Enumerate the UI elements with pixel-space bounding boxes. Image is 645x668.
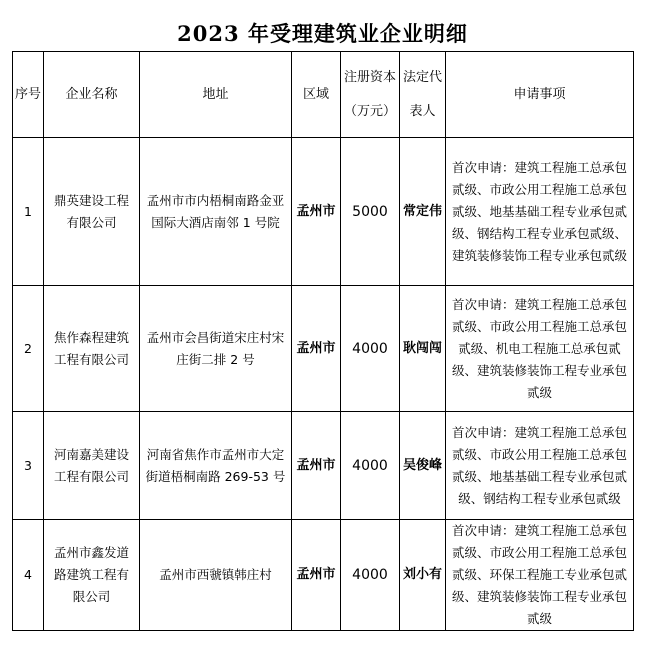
- cell-legal-rep: 刘小有: [400, 520, 446, 631]
- cell-seq: 2: [13, 286, 44, 412]
- cell-capital: 5000: [341, 138, 400, 286]
- cell-address: 孟州市市内梧桐南路金亚国际大酒店南邻 1 号院: [140, 138, 292, 286]
- table-row: [13, 138, 634, 286]
- cell-company-name: 鼎英建设工程有限公司: [44, 138, 140, 286]
- cell-capital: 4000: [341, 520, 400, 631]
- cell-seq: 1: [13, 138, 44, 286]
- header-apply: 申请事项: [446, 52, 634, 138]
- header-capital-line1: 注册资本: [343, 69, 396, 85]
- header-rep-line2: 表人: [409, 103, 436, 119]
- page-title: 2023 年受理建筑业企业明细: [177, 21, 468, 46]
- table-row: [13, 412, 634, 520]
- header-seq: 序号: [13, 52, 44, 138]
- table-header-row: [13, 52, 634, 138]
- header-region: 区域: [292, 52, 341, 138]
- cell-apply: 首次申请：建筑工程施工总承包贰级、市政公用工程施工总承包贰级、机电工程施工总承包贰级、建筑装修装饰工程专业承包贰级: [446, 286, 634, 412]
- header-address: 地址: [140, 52, 292, 138]
- header-capital: [341, 52, 400, 138]
- cell-company-name: 焦作森程建筑工程有限公司: [44, 286, 140, 412]
- cell-address: 孟州市西虢镇韩庄村: [140, 520, 292, 631]
- cell-region: 孟州市: [292, 520, 341, 631]
- enterprise-table: [12, 51, 634, 631]
- header-legal-rep: [400, 52, 446, 138]
- cell-apply: 首次申请：建筑工程施工总承包贰级、市政公用工程施工总承包贰级、地基基础工程专业承包贰级、钢结构工程专业承包贰级、建筑装修装饰工程专业承包贰级: [446, 138, 634, 286]
- cell-address: 河南省焦作市孟州市大定街道梧桐南路 269-53 号: [140, 412, 292, 520]
- table-row: [13, 286, 634, 412]
- cell-region: 孟州市: [292, 412, 341, 520]
- header-capital-line2: （万元）: [343, 103, 396, 119]
- header-rep-line1: 法定代: [402, 69, 442, 85]
- cell-company-name: 河南嘉美建设工程有限公司: [44, 412, 140, 520]
- cell-seq: 4: [13, 520, 44, 631]
- cell-seq: 3: [13, 412, 44, 520]
- cell-company-name: 孟州市鑫发道路建筑工程有限公司: [44, 520, 140, 631]
- cell-apply: 首次申请：建筑工程施工总承包贰级、市政公用工程施工总承包贰级、环保工程施工专业承包贰级、建筑装修装饰工程专业承包贰级: [446, 520, 634, 631]
- cell-legal-rep: 吴俊峰: [400, 412, 446, 520]
- table-row: [13, 520, 634, 631]
- cell-apply: 首次申请：建筑工程施工总承包贰级、市政公用工程施工总承包贰级、地基基础工程专业承包贰级、钢结构工程专业承包贰级: [446, 412, 634, 520]
- header-name: 企业名称: [44, 52, 140, 138]
- cell-capital: 4000: [341, 412, 400, 520]
- cell-legal-rep: 耿闯闯: [400, 286, 446, 412]
- cell-address: 孟州市会昌街道宋庄村宋庄街二排 2 号: [140, 286, 292, 412]
- cell-region: 孟州市: [292, 286, 341, 412]
- cell-legal-rep: 常定伟: [400, 138, 446, 286]
- cell-capital: 4000: [341, 286, 400, 412]
- cell-region: 孟州市: [292, 138, 341, 286]
